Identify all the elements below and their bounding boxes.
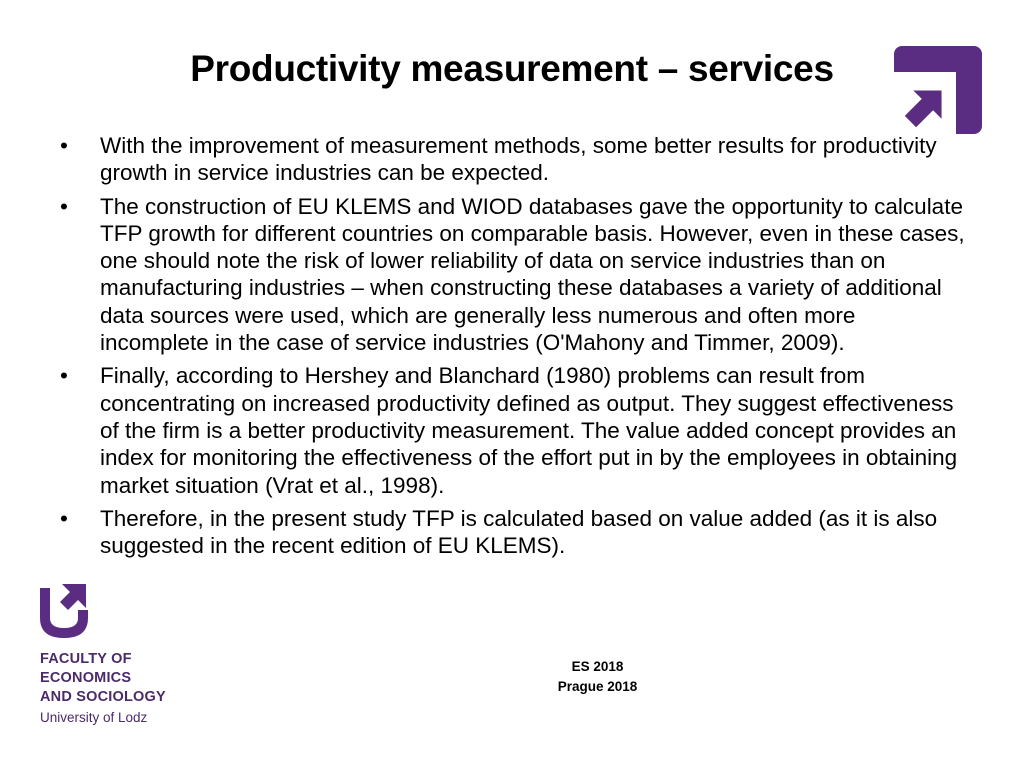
bullet-item: [60, 193, 965, 357]
faculty-name-line: ECONOMICS: [40, 670, 132, 686]
bullet-item: [60, 362, 965, 498]
faculty-logo-icon: [38, 580, 90, 640]
footer-location: Prague 2018: [557, 679, 638, 694]
bullet-marker: •: [60, 133, 68, 158]
bullet-marker: •: [60, 363, 68, 389]
bullet-marker: •: [60, 193, 68, 219]
bullet-item: [60, 505, 965, 560]
bullet-text: Finally, according to Hershey and Blanchard (1980) problems can result from concentrating on increased productivity defined as output. They suggest effectiveness of the firm is a better productivity measurement. The value added concept provides an index for monitoring the effectiveness of the effort put in by the employees in obtaining market situation (Vrat et al., 1998).: [100, 363, 958, 498]
footer-conference: ES 2018: [571, 659, 624, 674]
bullet-list: [60, 132, 965, 565]
bullet-marker: •: [60, 505, 68, 531]
faculty-name-line: FACULTY OF: [40, 651, 132, 667]
arrow-logo-icon: [890, 42, 986, 138]
slide-footer: [540, 657, 655, 697]
bullet-text: Therefore, in the present study TFP is calculated based on value added (as it is also suggested in the recent edition of EU KLEMS).: [100, 505, 938, 559]
faculty-name: [40, 650, 166, 707]
bullet-text: The construction of EU KLEMS and WIOD databases gave the opportunity to calculate TFP growth for different countries on comparable basis. However, even in these cases, one should note the risk of lower reliability of data on service industries than on manufacturing industries – when constructing these databases a variety of additional data sources were used, which are generally less numerous and often more incomplete in the case of service industries (O'Mahony and Timmer, 2009).: [100, 193, 965, 356]
faculty-name-line: AND SOCIOLOGY: [40, 689, 166, 705]
bullet-item: [60, 132, 965, 187]
bullet-text: With the improvement of measurement methods, some better results for productivity growth in service industries can be expected.: [100, 133, 937, 186]
university-name: University of Lodz: [40, 710, 148, 725]
slide-title: Productivity measurement – services: [190, 48, 834, 89]
